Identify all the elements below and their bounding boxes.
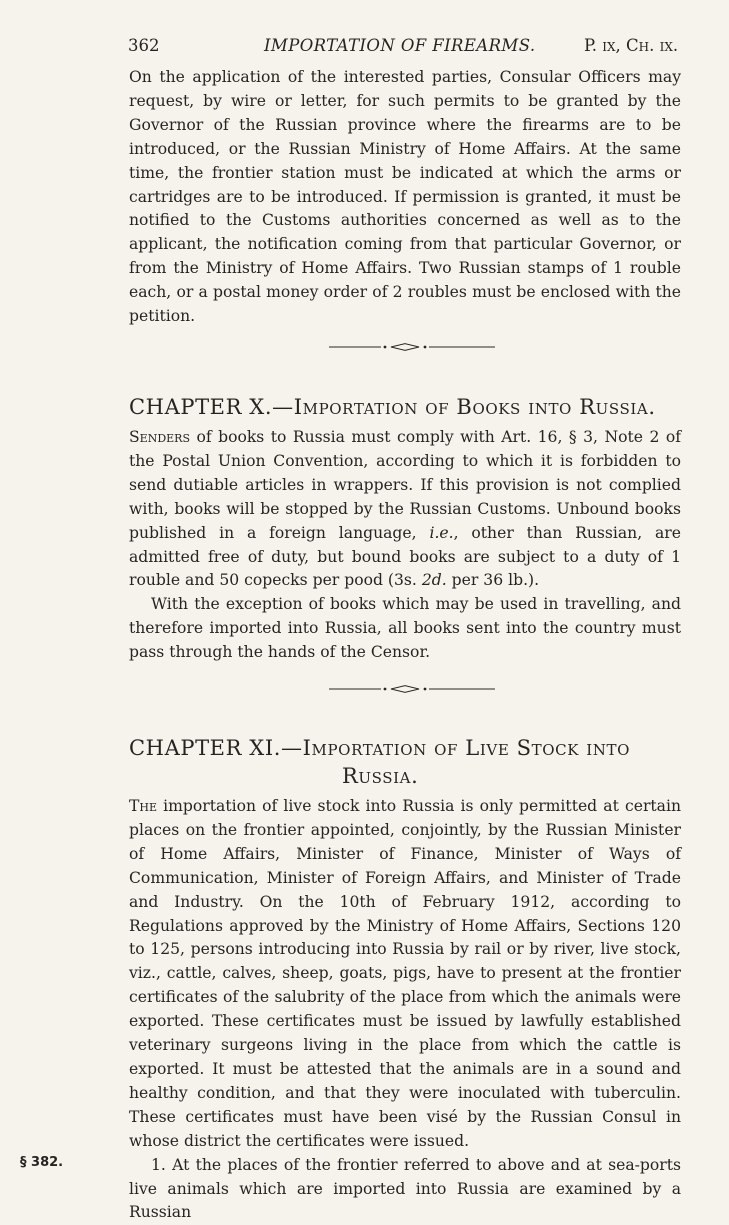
intro-paragraph: On the application of the interested parties, Consular Officers may request, by wire or letter, for such permits to be granted by the Governor of the Russian province where the firearms are to be introduced, or the Russian Ministry of Home Affairs. At the same time, the frontier station must be indicated at which the arms or cartridges are to be introduced. If permission is granted, it must be notified to the Customs authorities concerned as well as to the applicant, the notification coming from that particular Governor, or from the Ministry of Home Affairs. Two Russian stamps of 1 rouble each, or a postal money order of 2 roubles must be enclosed with the petition. [129, 68, 681, 326]
chapter-10-paragraph-2: With the exception of books which may be used in travelling, and therefore imported into Russia, all books sent into the country must pass through the hands of the Censor. [129, 595, 681, 662]
chapter-11-title-line-2: Russia. [342, 764, 419, 788]
chapter-11-paragraph-1: The importation of live stock into Russia is only permitted at certain places on the frontier appointed, conjointly, by the Russian Minister of Home Affairs, Minister of Finance, Minister of Ways of Communication, Minister of Foreign Affairs, and Minister of Trade and Industry. On the 10th of February 1912, according to Regulations approved by the Ministry of Home Affairs, Sections 120 to 125, persons introducing into Russia by rail or by river, live stock, viz., cattle, calves, sheep, goats, pigs, have to present at the frontier certificates of the salubrity of the place from which the animals were exported. These certificates must be issued by lawfully established veterinary surgeons living in the place from which the cattle is exported. It must be attested that the animals are in a sound and healthy condition, and that they were inoculated with tuberculin. These certificates must have been visé by the Russian Consul in whose district the certificates were issued. [129, 797, 681, 1150]
chapter-10-number: CHAPTER X. [129, 395, 273, 419]
chapter-11-lead-word: The [129, 797, 158, 815]
chapter-11-heading [129, 734, 689, 790]
chapter-11-title: —Importation of Live Stock into [281, 736, 631, 760]
chapter-11-number: CHAPTER XI. [129, 736, 282, 760]
chapter-11-text [129, 795, 681, 1225]
chapter-10-title: —Importation of Books into Russia. [272, 395, 656, 419]
chapter-10-lead-word: Senders [129, 428, 191, 446]
part-chapter-reference: P. ix, Ch. ix. [584, 36, 679, 55]
section-divider-ornament-2 [329, 684, 495, 694]
chapter-10-paragraph-1: Senders of books to Russia must comply with Art. 16, § 3, Note 2 of the Postal Union Convention, according to which it is forbidden to send dutiable articles in wrappers. If this provision is not complied with, books will be stopped by the Russian Customs. Unbound books published in a foreign language, i.e., other than Russian, are admitted free of duty, but bound books are subject to a duty of 1 rouble and 50 copecks per pood (3s. 2d. per 36 lb.). [129, 428, 681, 590]
chapter-11-paragraph-2: 1. At the places of the frontier referred to above and at sea-ports live animals which are imported into Russia are examined by a Russian [129, 1155, 681, 1222]
margin-section-number: § 382. [20, 1155, 64, 1170]
section-divider-ornament [329, 342, 495, 352]
page-number: 362 [128, 36, 160, 55]
intro-paragraph-block [129, 66, 681, 329]
chapter-10-heading [129, 393, 689, 421]
running-header [128, 34, 708, 58]
running-title: IMPORTATION OF FIREARMS. [264, 36, 536, 55]
chapter-10-text [129, 426, 681, 665]
